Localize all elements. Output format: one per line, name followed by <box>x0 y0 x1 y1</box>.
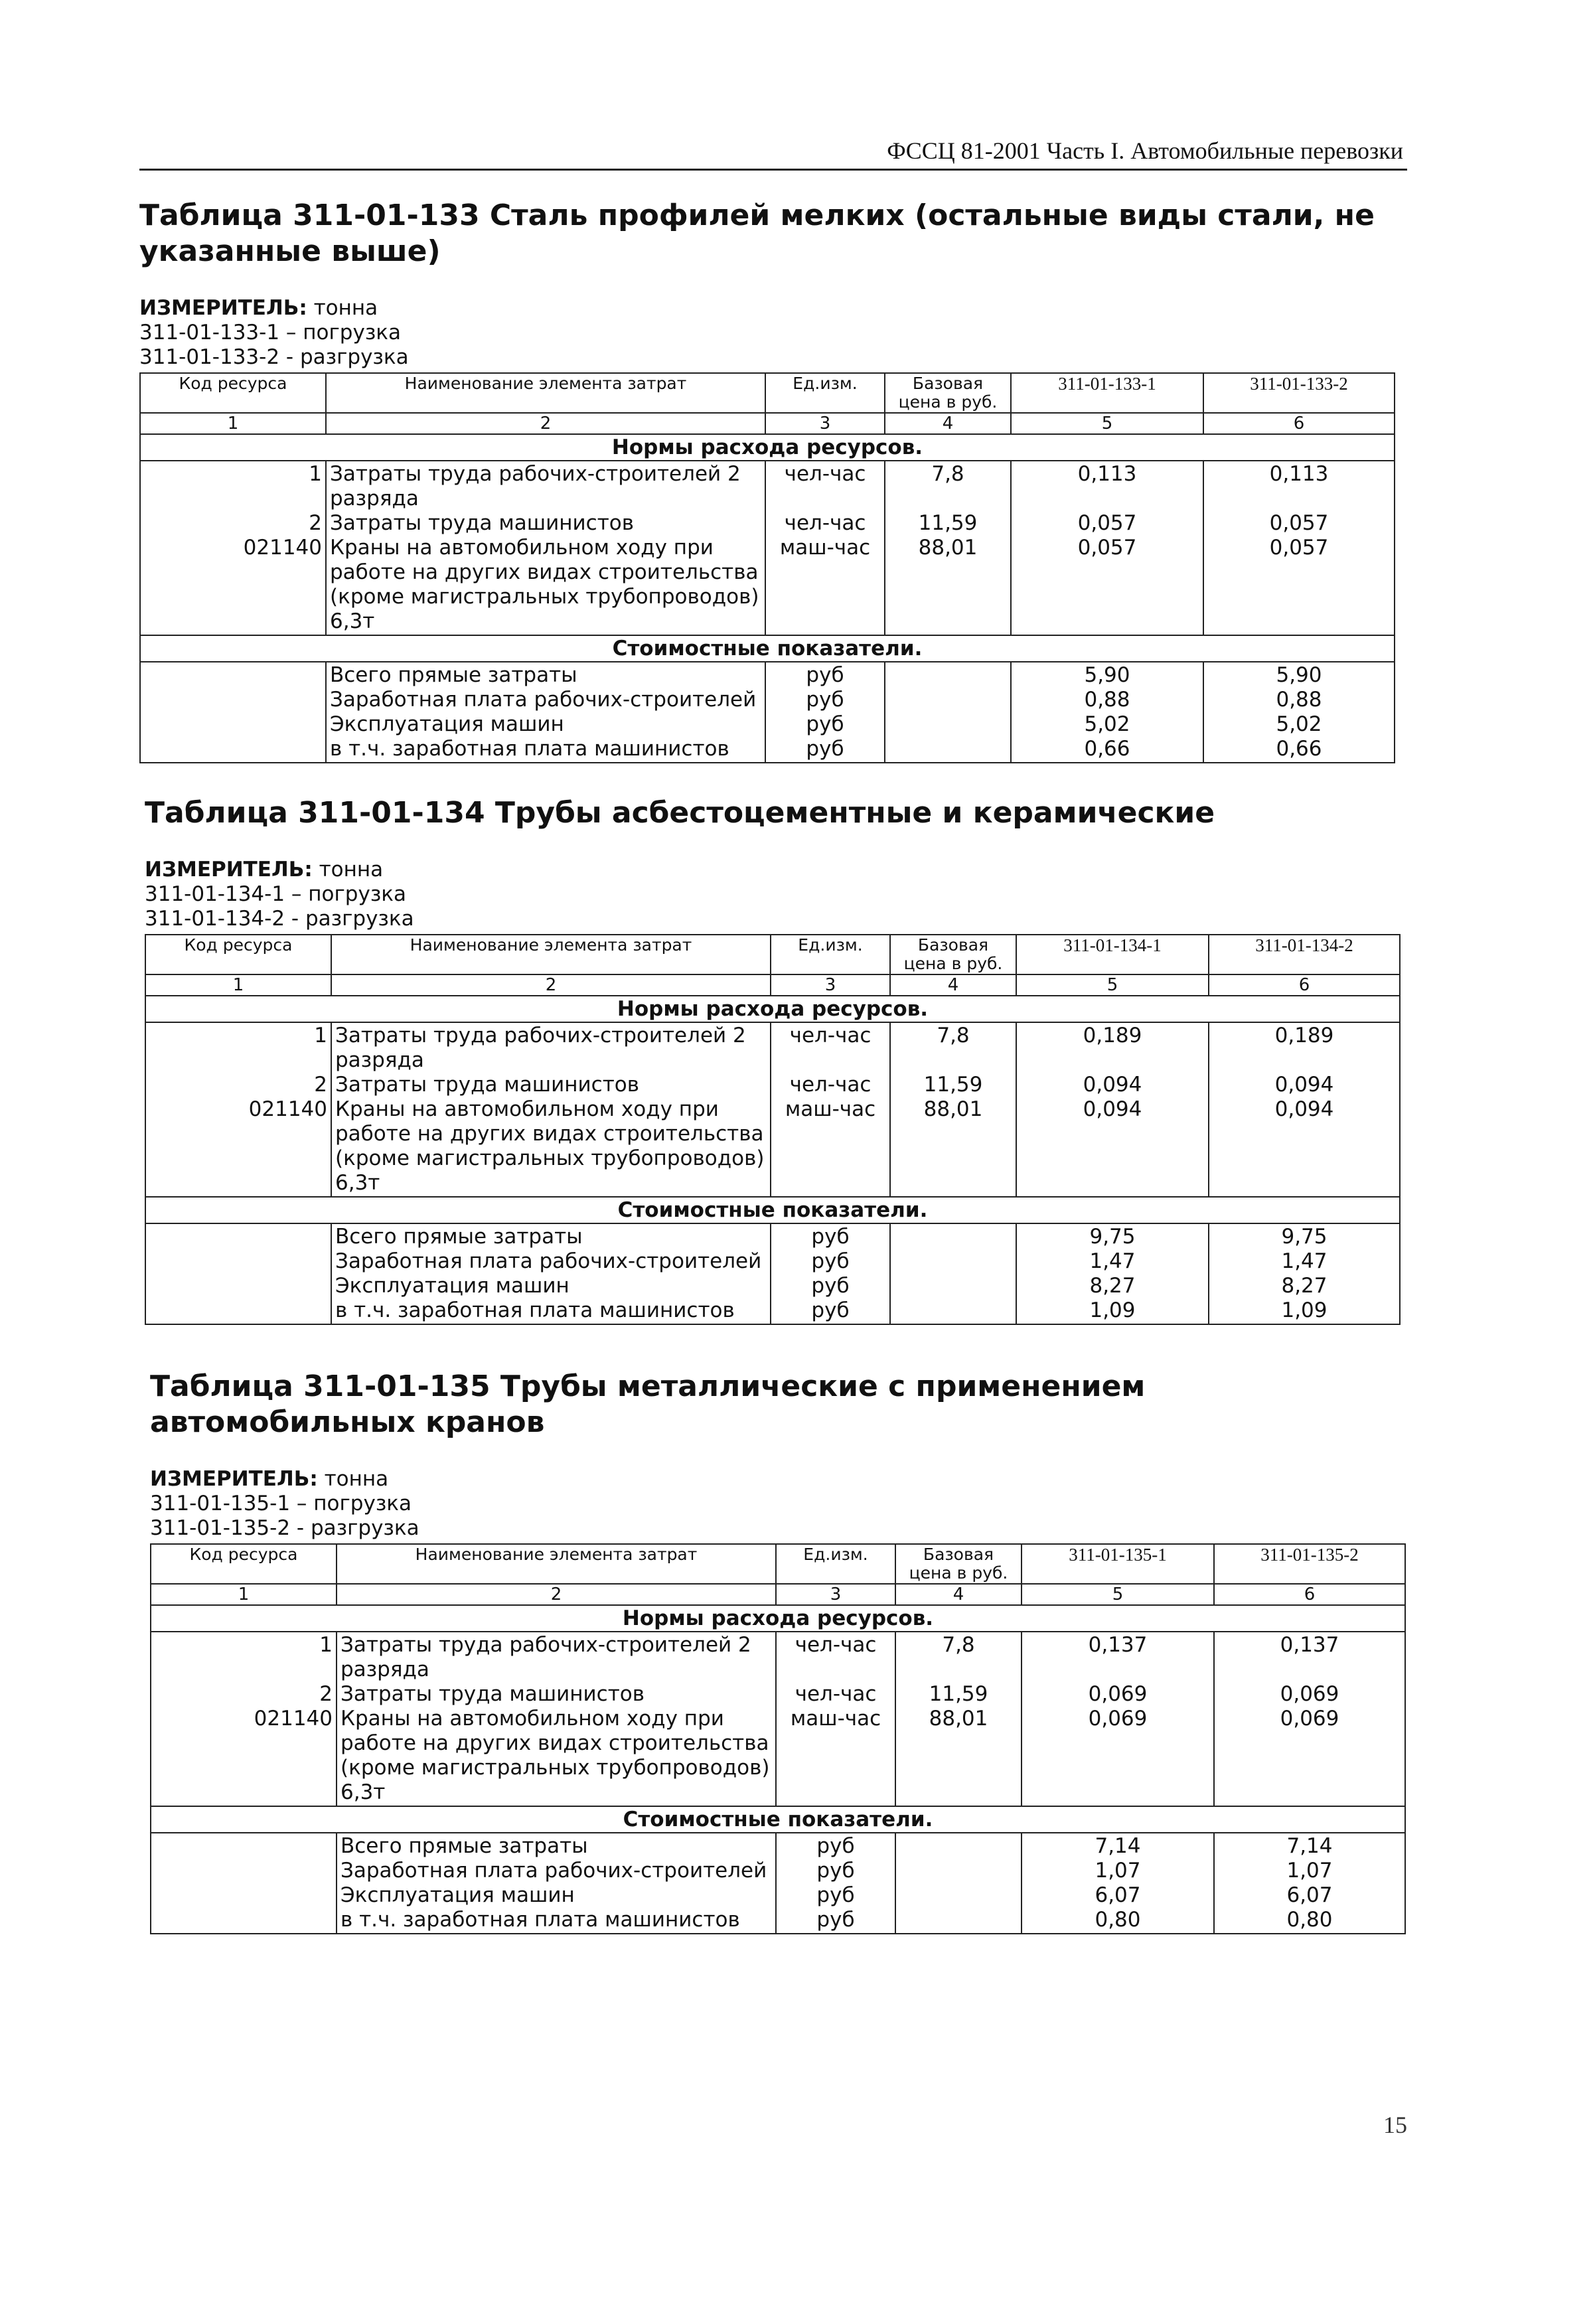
norms-band <box>151 1605 1405 1632</box>
col-header-name: Наименование элемента затрат <box>326 373 765 413</box>
header-row <box>140 373 1395 413</box>
norm-cell-code: 021140 <box>243 536 322 560</box>
norm-cell-code: 1 <box>314 1024 327 1047</box>
column-number: 3 <box>776 1584 895 1605</box>
measure-block <box>139 296 1407 370</box>
column-number: 4 <box>885 413 1011 434</box>
cost-cell-v1: 5,90 <box>1084 663 1130 687</box>
norm-cell-price: 7,8 <box>942 1633 975 1657</box>
norm-col-v1 <box>1022 1632 1214 1806</box>
column-number: 6 <box>1209 974 1400 996</box>
norm-col-v2 <box>1214 1632 1405 1806</box>
cost-cell-unit: руб <box>816 1883 855 1907</box>
column-number: 6 <box>1214 1584 1405 1605</box>
page-number: 15 <box>1383 2112 1407 2138</box>
norm-cell-v2: 0,094 <box>1274 1073 1334 1097</box>
col-header-code-1: 311-01-135-1 <box>1022 1544 1214 1584</box>
col-header-unit: Ед.изм. <box>765 373 885 413</box>
norms-band <box>145 996 1400 1022</box>
col-header-name: Наименование элемента затрат <box>337 1544 776 1584</box>
norm-cell-name: Затраты труда рабочих-строителей 2 разряда <box>330 462 741 510</box>
cost-cell-name: Заработная плата рабочих-строителей <box>335 1249 762 1273</box>
col-header-price: Базовая цена в руб. <box>895 1544 1022 1584</box>
norm-cell-v1: 0,094 <box>1083 1073 1142 1097</box>
cost-cell-name: Заработная плата рабочих-строителей <box>330 688 757 712</box>
column-number: 3 <box>771 974 890 996</box>
norm-cell-unit: маш-час <box>785 1097 876 1121</box>
cost-cell-v1: 0,88 <box>1084 688 1130 712</box>
column-number: 2 <box>326 413 765 434</box>
col-header-unit: Ед.изм. <box>771 935 890 974</box>
norm-cell-unit: маш-час <box>779 536 871 560</box>
cost-cell-name: Всего прямые затраты <box>330 663 577 687</box>
cost-cell-name: в т.ч. заработная плата машинистов <box>330 737 729 761</box>
header-title: ФССЦ 81-2001 Часть I. Автомобильные перевозки <box>887 137 1403 164</box>
measure-line <box>139 296 1407 321</box>
norm-cell-price: 88,01 <box>918 536 978 560</box>
norm-cell-price: 88,01 <box>923 1097 983 1121</box>
norm-cell-v2: 0,137 <box>1280 1633 1339 1657</box>
table-section <box>145 795 1412 1325</box>
cost-cell-v2: 1,07 <box>1286 1859 1333 1883</box>
table-section <box>150 1369 1418 1934</box>
column-number: 1 <box>140 413 326 434</box>
norm-cell-price: 7,8 <box>931 462 964 486</box>
cost-cell-unit: руб <box>816 1908 855 1932</box>
cost-col-name <box>326 662 765 763</box>
norm-cell-v2: 0,189 <box>1274 1024 1334 1047</box>
column-number-row <box>145 974 1400 996</box>
cost-cell-name: в т.ч. заработная плата машинистов <box>335 1298 735 1322</box>
cost-cell-name: Всего прямые затраты <box>341 1834 588 1858</box>
cost-cell-v1: 5,02 <box>1084 712 1130 736</box>
norm-col-unit <box>771 1022 890 1197</box>
column-number: 5 <box>1022 1584 1214 1605</box>
norm-col-code <box>151 1632 337 1806</box>
col-header-code-2: 311-01-134-2 <box>1209 935 1400 974</box>
measure-value: тонна <box>319 858 384 882</box>
norm-col-unit <box>776 1632 895 1806</box>
measure-block <box>150 1467 1418 1541</box>
col-header-code: Код ресурса <box>151 1544 337 1584</box>
cost-cell-v2: 1,47 <box>1281 1249 1328 1273</box>
cost-cell-v1: 7,14 <box>1095 1834 1141 1858</box>
table-title: Таблица 311-01-133 Сталь профилей мелких (остальные виды стали, не указанные выше) <box>139 198 1375 268</box>
cost-col-unit <box>765 662 885 763</box>
cost-row <box>140 662 1395 763</box>
cost-col-v2 <box>1209 1223 1400 1324</box>
column-number: 4 <box>895 1584 1022 1605</box>
norm-cell-v2: 0,057 <box>1269 536 1329 560</box>
measure-value: тонна <box>313 296 378 320</box>
norm-cell-code: 2 <box>319 1682 333 1706</box>
norm-col-code <box>140 461 326 635</box>
norm-cell-v1: 0,069 <box>1088 1682 1148 1706</box>
column-number: 6 <box>1203 413 1395 434</box>
cost-cell-v1: 1,09 <box>1089 1298 1136 1322</box>
norm-col-unit <box>765 461 885 635</box>
norms-row <box>145 1022 1400 1197</box>
cost-band <box>145 1197 1400 1223</box>
norm-col-name <box>326 461 765 635</box>
norm-cell-name: Краны на автомобильном ходу при работе на других видах строительства (кроме магистральных трубопроводов) 6,3т <box>341 1707 770 1804</box>
cost-cell-name: Эксплуатация машин <box>341 1883 575 1907</box>
norm-cell-code: 2 <box>314 1073 327 1097</box>
cost-cell-v2: 0,80 <box>1286 1908 1333 1932</box>
norm-cell-price: 7,8 <box>937 1024 970 1047</box>
code-description: 311-01-134-1 – погрузка <box>145 882 407 906</box>
cost-col-empty <box>895 1833 1022 1934</box>
cost-row <box>151 1833 1405 1934</box>
column-number: 1 <box>151 1584 337 1605</box>
cost-cell-v1: 1,47 <box>1089 1249 1136 1273</box>
cost-col-v1 <box>1011 662 1203 763</box>
cost-cell-unit: руб <box>811 1249 850 1273</box>
cost-col-name <box>337 1833 776 1934</box>
norm-cell-v2: 0,069 <box>1280 1682 1339 1706</box>
norms-title: Нормы расхода ресурсов. <box>140 434 1395 461</box>
col-header-code-1: 311-01-133-1 <box>1011 373 1203 413</box>
resource-table <box>145 934 1401 1325</box>
cost-cell-unit: руб <box>816 1859 855 1883</box>
cost-cell-v1: 9,75 <box>1089 1225 1136 1249</box>
cost-cell-v1: 6,07 <box>1095 1883 1141 1907</box>
norm-cell-price: 88,01 <box>929 1707 988 1731</box>
norm-cell-name: Затраты труда рабочих-строителей 2 разряда <box>335 1024 746 1072</box>
column-number: 2 <box>337 1584 776 1605</box>
column-number: 2 <box>331 974 771 996</box>
norm-cell-unit: маш-час <box>790 1707 881 1731</box>
cost-cell-unit: руб <box>811 1225 850 1249</box>
cost-title: Стоимостные показатели. <box>151 1806 1405 1833</box>
norm-cell-price: 11,59 <box>929 1682 988 1706</box>
cost-cell-name: в т.ч. заработная плата машинистов <box>341 1908 740 1932</box>
resource-table <box>150 1543 1406 1934</box>
cost-cell-name: Эксплуатация машин <box>335 1274 569 1298</box>
norm-cell-v2: 0,094 <box>1274 1097 1334 1121</box>
norm-cell-v1: 0,137 <box>1088 1633 1148 1657</box>
cost-col-empty <box>885 662 1011 763</box>
col-header-code: Код ресурса <box>145 935 331 974</box>
cost-title: Стоимостные показатели. <box>145 1197 1400 1223</box>
cost-cell-v1: 0,66 <box>1084 737 1130 761</box>
norms-title: Нормы расхода ресурсов. <box>145 996 1400 1022</box>
cost-cell-unit: руб <box>811 1274 850 1298</box>
cost-col-empty <box>140 662 326 763</box>
measure-value: тонна <box>324 1467 389 1491</box>
norm-cell-v1: 0,069 <box>1088 1707 1148 1731</box>
norm-cell-v1: 0,094 <box>1083 1097 1142 1121</box>
norm-col-name <box>337 1632 776 1806</box>
cost-cell-v2: 5,90 <box>1276 663 1322 687</box>
cost-cell-unit: руб <box>806 712 844 736</box>
resource-table <box>139 372 1395 763</box>
column-number: 4 <box>890 974 1016 996</box>
code-description: 311-01-135-1 – погрузка <box>150 1492 412 1515</box>
norms-row <box>151 1632 1405 1806</box>
norm-cell-unit: чел-час <box>789 1024 872 1047</box>
norm-cell-name: Краны на автомобильном ходу при работе на других видах строительства (кроме магистральных трубопроводов) 6,3т <box>335 1097 765 1195</box>
cost-cell-name: Заработная плата рабочих-строителей <box>341 1859 767 1883</box>
page-header <box>139 130 1407 171</box>
col-header-code-2: 311-01-135-2 <box>1214 1544 1405 1584</box>
norm-cell-v1: 0,189 <box>1083 1024 1142 1047</box>
cost-band <box>151 1806 1405 1833</box>
norm-cell-name: Затраты труда машинистов <box>335 1073 640 1097</box>
norm-cell-code: 1 <box>319 1633 333 1657</box>
cost-cell-v2: 8,27 <box>1281 1274 1328 1298</box>
norm-col-v2 <box>1203 461 1395 635</box>
norm-cell-v1: 0,057 <box>1077 511 1137 535</box>
cost-cell-v2: 0,88 <box>1276 688 1322 712</box>
code-description: 311-01-133-1 – погрузка <box>139 321 402 345</box>
norm-cell-unit: чел-час <box>795 1633 877 1657</box>
cost-title: Стоимостные показатели. <box>140 635 1395 662</box>
cost-cell-unit: руб <box>806 663 844 687</box>
cost-cell-v1: 1,07 <box>1095 1859 1141 1883</box>
column-number: 5 <box>1011 413 1203 434</box>
column-number: 3 <box>765 413 885 434</box>
column-number-row <box>140 413 1395 434</box>
col-header-price: Базовая цена в руб. <box>890 935 1016 974</box>
table-title: Таблица 311-01-134 Трубы асбестоцементные и керамические <box>145 796 1215 830</box>
norm-cell-v1: 0,057 <box>1077 536 1137 560</box>
code-description: 311-01-133-2 - разгрузка <box>139 345 409 369</box>
norm-cell-unit: чел-час <box>784 462 866 486</box>
cost-col-v2 <box>1214 1833 1405 1934</box>
col-header-price: Базовая цена в руб. <box>885 373 1011 413</box>
cost-cell-name: Всего прямые затраты <box>335 1225 583 1249</box>
cost-cell-v2: 6,07 <box>1286 1883 1333 1907</box>
norms-title: Нормы расхода ресурсов. <box>151 1605 1405 1632</box>
norm-cell-code: 1 <box>309 462 322 486</box>
norm-cell-v1: 0,113 <box>1077 462 1137 486</box>
col-header-name: Наименование элемента затрат <box>331 935 771 974</box>
norm-cell-unit: чел-час <box>784 511 866 535</box>
cost-cell-unit: руб <box>816 1834 855 1858</box>
cost-col-empty <box>145 1223 331 1324</box>
column-number-row <box>151 1584 1405 1605</box>
norm-cell-code: 2 <box>309 511 322 535</box>
norm-cell-unit: чел-час <box>789 1073 872 1097</box>
norm-cell-name: Затраты труда машинистов <box>330 511 635 535</box>
cost-col-unit <box>776 1833 895 1934</box>
norms-band <box>140 434 1395 461</box>
measure-line <box>145 858 1412 882</box>
cost-cell-name: Эксплуатация машин <box>330 712 564 736</box>
norm-cell-code: 021140 <box>254 1707 333 1731</box>
cost-band <box>140 635 1395 662</box>
measure-label: ИЗМЕРИТЕЛЬ: <box>145 858 313 882</box>
norm-col-price <box>890 1022 1016 1197</box>
cost-cell-unit: руб <box>811 1298 850 1322</box>
norm-col-price <box>885 461 1011 635</box>
col-header-code: Код ресурса <box>140 373 326 413</box>
cost-col-unit <box>771 1223 890 1324</box>
cost-col-v1 <box>1022 1833 1214 1934</box>
column-number: 5 <box>1016 974 1209 996</box>
norm-cell-v2: 0,069 <box>1280 1707 1339 1731</box>
cost-cell-v1: 8,27 <box>1089 1274 1136 1298</box>
code-description: 311-01-134-2 - разгрузка <box>145 907 414 931</box>
table-title: Таблица 311-01-135 Трубы металлические с применением автомобильных кранов <box>150 1369 1146 1439</box>
cost-cell-v2: 9,75 <box>1281 1225 1328 1249</box>
norm-cell-v2: 0,057 <box>1269 511 1329 535</box>
table-section <box>139 198 1407 763</box>
cost-cell-v1: 0,80 <box>1095 1908 1141 1932</box>
col-header-unit: Ед.изм. <box>776 1544 895 1584</box>
header-row <box>145 935 1400 974</box>
measure-label: ИЗМЕРИТЕЛЬ: <box>139 296 307 320</box>
norm-cell-price: 11,59 <box>923 1073 983 1097</box>
measure-line <box>150 1467 1418 1492</box>
norm-cell-v2: 0,113 <box>1269 462 1329 486</box>
cost-col-v1 <box>1016 1223 1209 1324</box>
norm-cell-name: Краны на автомобильном ходу при работе на других видах строительства (кроме магистральных трубопроводов) 6,3т <box>330 536 759 633</box>
cost-col-name <box>331 1223 771 1324</box>
norm-cell-price: 11,59 <box>918 511 978 535</box>
cost-col-v2 <box>1203 662 1395 763</box>
code-description: 311-01-135-2 - разгрузка <box>150 1516 419 1540</box>
cost-col-empty <box>890 1223 1016 1324</box>
norm-col-price <box>895 1632 1022 1806</box>
col-header-code-2: 311-01-133-2 <box>1203 373 1395 413</box>
norm-cell-name: Затраты труда машинистов <box>341 1682 645 1706</box>
cost-row <box>145 1223 1400 1324</box>
norm-cell-unit: чел-час <box>795 1682 877 1706</box>
norm-col-v1 <box>1016 1022 1209 1197</box>
cost-col-empty <box>151 1833 337 1934</box>
cost-cell-unit: руб <box>806 688 844 712</box>
measure-label: ИЗМЕРИТЕЛЬ: <box>150 1467 318 1491</box>
cost-cell-v2: 1,09 <box>1281 1298 1328 1322</box>
norm-cell-code: 021140 <box>248 1097 327 1121</box>
cost-cell-v2: 7,14 <box>1286 1834 1333 1858</box>
norm-col-v1 <box>1011 461 1203 635</box>
norm-col-code <box>145 1022 331 1197</box>
norms-row <box>140 461 1395 635</box>
norm-col-v2 <box>1209 1022 1400 1197</box>
cost-cell-unit: руб <box>806 737 844 761</box>
header-row <box>151 1544 1405 1584</box>
cost-cell-v2: 5,02 <box>1276 712 1322 736</box>
col-header-code-1: 311-01-134-1 <box>1016 935 1209 974</box>
cost-cell-v2: 0,66 <box>1276 737 1322 761</box>
norm-col-name <box>331 1022 771 1197</box>
column-number: 1 <box>145 974 331 996</box>
measure-block <box>145 858 1412 931</box>
norm-cell-name: Затраты труда рабочих-строителей 2 разряда <box>341 1633 751 1681</box>
